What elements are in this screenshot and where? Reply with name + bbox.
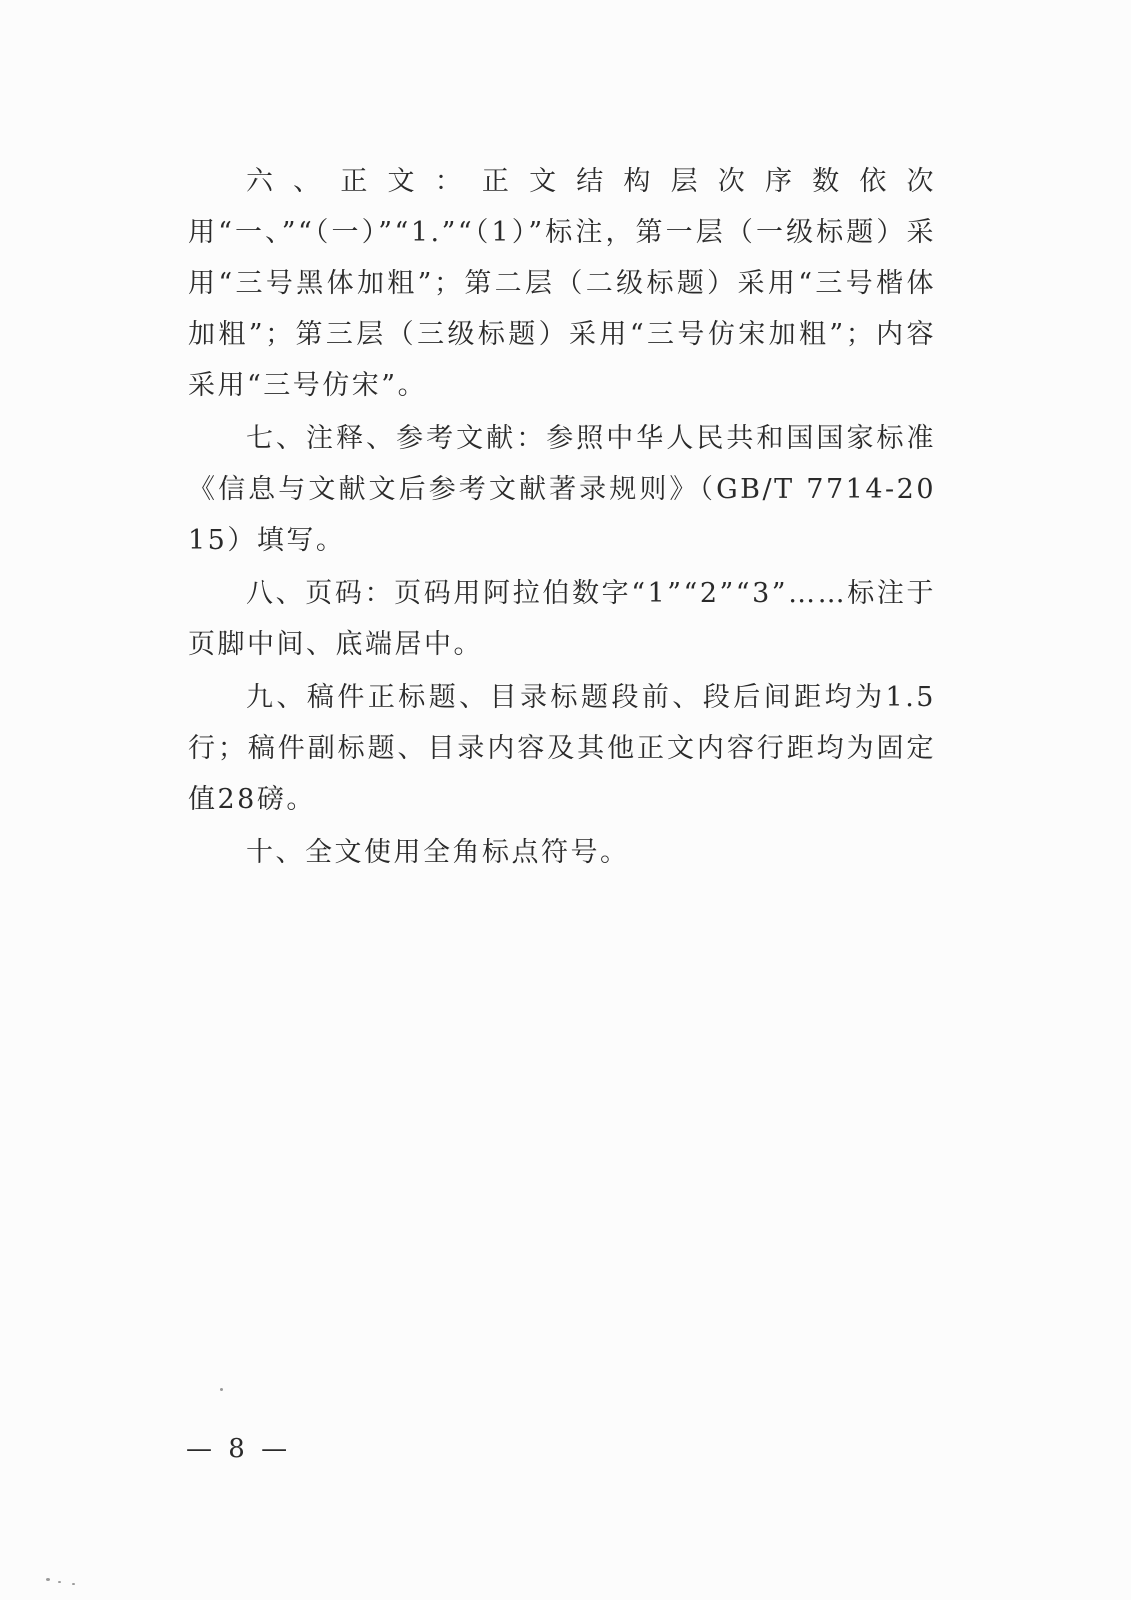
document-body [188, 156, 936, 880]
paragraph-body-text: 六、正文：正文结构层次序数依次用“一、”“（一）”“1.”“（1）”标注，第一层（一级标题）采用“三号黑体加粗”；第二层（二级标题）采用“三号楷体加粗”；第三层（三级标题）采用“三号仿宋加粗”；内容采用“三号仿宋”。 [188, 166, 936, 401]
page-number: — 8 — [186, 1434, 292, 1464]
scan-speck [58, 1581, 61, 1583]
scan-speck [72, 1583, 75, 1585]
paragraph-punctuation: 十、全文使用全角标点符号。 [246, 837, 630, 868]
scan-speck [220, 1388, 223, 1391]
scan-speck [46, 1578, 50, 1581]
paragraph-notes-references: 七、注释、参考文献：参照中华人民共和国国家标准《信息与文献文后参考文献著录规则》（GB/T 7714-2015）填写。 [188, 423, 936, 556]
paragraph-page-numbers: 八、页码：页码用阿拉伯数字“1”“2”“3”……标注于页脚中间、底端居中。 [188, 578, 936, 660]
paragraph-spacing: 九、稿件正标题、目录标题段前、段后间距均为1.5行；稿件副标题、目录内容及其他正文内容行距均为固定值28磅。 [188, 682, 936, 815]
